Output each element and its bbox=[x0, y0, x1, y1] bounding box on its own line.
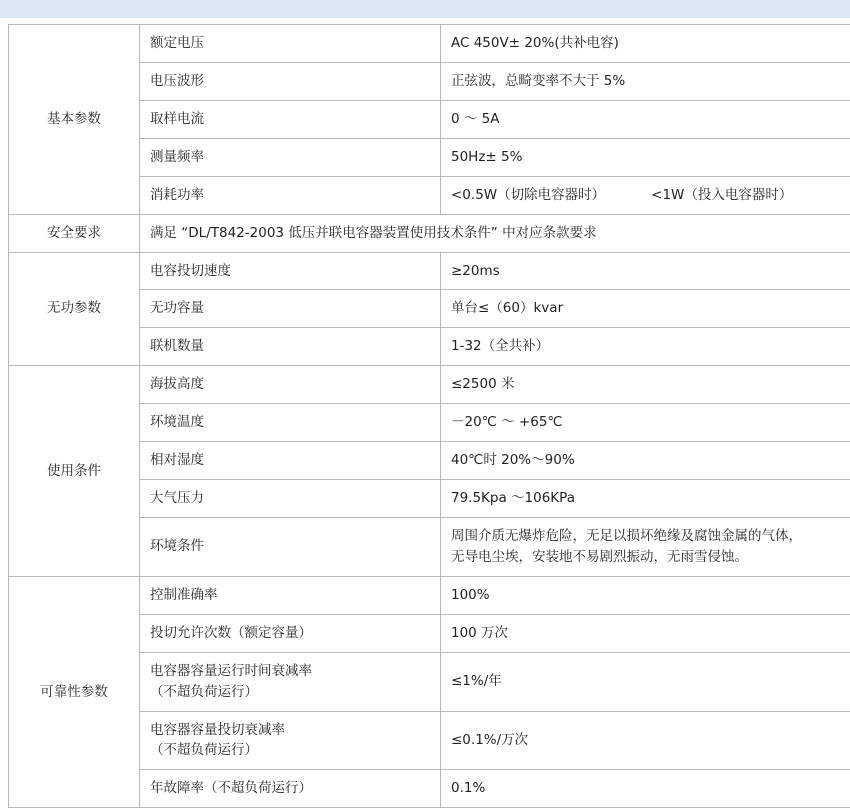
table-row bbox=[9, 576, 850, 614]
table-row bbox=[9, 252, 850, 290]
item-value: ≤1%/年 bbox=[441, 652, 850, 711]
item-value: 100% bbox=[441, 576, 850, 614]
item-label-line2: （不超负荷运行） bbox=[150, 682, 430, 703]
item-label: 额定电压 bbox=[140, 25, 441, 63]
item-value: ≤2500 米 bbox=[441, 366, 850, 404]
item-label: 环境条件 bbox=[140, 517, 441, 576]
item-value: 40℃时 20%～90% bbox=[441, 442, 850, 480]
item-label bbox=[140, 711, 441, 770]
item-value bbox=[441, 176, 850, 214]
item-value: ≤0.1%/万次 bbox=[441, 711, 850, 770]
item-value: 0.1% bbox=[441, 770, 850, 808]
group-label-safety: 安全要求 bbox=[9, 214, 140, 252]
item-value: ≥20ms bbox=[441, 252, 850, 290]
item-value: 100 万次 bbox=[441, 614, 850, 652]
group-label-conditions: 使用条件 bbox=[9, 366, 140, 577]
item-label: 年故障率（不超负荷运行） bbox=[140, 770, 441, 808]
table-row bbox=[9, 366, 850, 404]
item-label: 取样电流 bbox=[140, 100, 441, 138]
safety-requirement-value: 满足 “DL/T842-2003 低压并联电容器装置使用技术条件” 中对应条款要求 bbox=[140, 214, 850, 252]
table-row bbox=[9, 214, 850, 252]
item-label: 联机数量 bbox=[140, 328, 441, 366]
item-label: 无功容量 bbox=[140, 290, 441, 328]
item-value: 单台≤（60）kvar bbox=[441, 290, 850, 328]
item-value: 1-32（全共补） bbox=[441, 328, 850, 366]
group-label-reliability: 可靠性参数 bbox=[9, 576, 140, 807]
group-label-basic: 基本参数 bbox=[9, 25, 140, 215]
item-label-line1: 电容器容量投切衰减率 bbox=[150, 720, 430, 741]
table-row bbox=[9, 25, 850, 63]
item-value: －20℃ ～ +65℃ bbox=[441, 404, 850, 442]
top-band bbox=[0, 0, 850, 18]
item-label: 电压波形 bbox=[140, 62, 441, 100]
item-label: 环境温度 bbox=[140, 404, 441, 442]
item-label: 投切允许次数（额定容量） bbox=[140, 614, 441, 652]
item-label: 电容投切速度 bbox=[140, 252, 441, 290]
item-value: 0 ～ 5A bbox=[441, 100, 850, 138]
item-value-line2: 无导电尘埃，安装地不易剧烈振动，无雨雪侵蚀。 bbox=[451, 547, 850, 568]
item-label: 相对湿度 bbox=[140, 442, 441, 480]
item-label: 大气压力 bbox=[140, 480, 441, 518]
item-value-part1: <0.5W（切除电容器时） bbox=[451, 187, 605, 203]
item-value: AC 450V± 20%(共补电容) bbox=[441, 25, 850, 63]
item-label: 消耗功率 bbox=[140, 176, 441, 214]
item-label: 测量频率 bbox=[140, 138, 441, 176]
item-value: 79.5Kpa ～106KPa bbox=[441, 480, 850, 518]
item-label: 控制准确率 bbox=[140, 576, 441, 614]
item-value bbox=[441, 517, 850, 576]
item-value: 50Hz± 5% bbox=[441, 138, 850, 176]
item-value-line1: 周围介质无爆炸危险，无足以损坏绝缘及腐蚀金属的气体， bbox=[451, 526, 850, 547]
specification-table bbox=[8, 24, 850, 808]
item-value: 正弦波，总畸变率不大于 5% bbox=[441, 62, 850, 100]
item-value-part2: <1W（投入电容器时） bbox=[651, 187, 792, 203]
item-label bbox=[140, 652, 441, 711]
group-label-reactive: 无功参数 bbox=[9, 252, 140, 366]
item-label: 海拔高度 bbox=[140, 366, 441, 404]
item-label-line1: 电容器容量运行时间衰减率 bbox=[150, 661, 430, 682]
item-label-line2: （不超负荷运行） bbox=[150, 740, 430, 761]
